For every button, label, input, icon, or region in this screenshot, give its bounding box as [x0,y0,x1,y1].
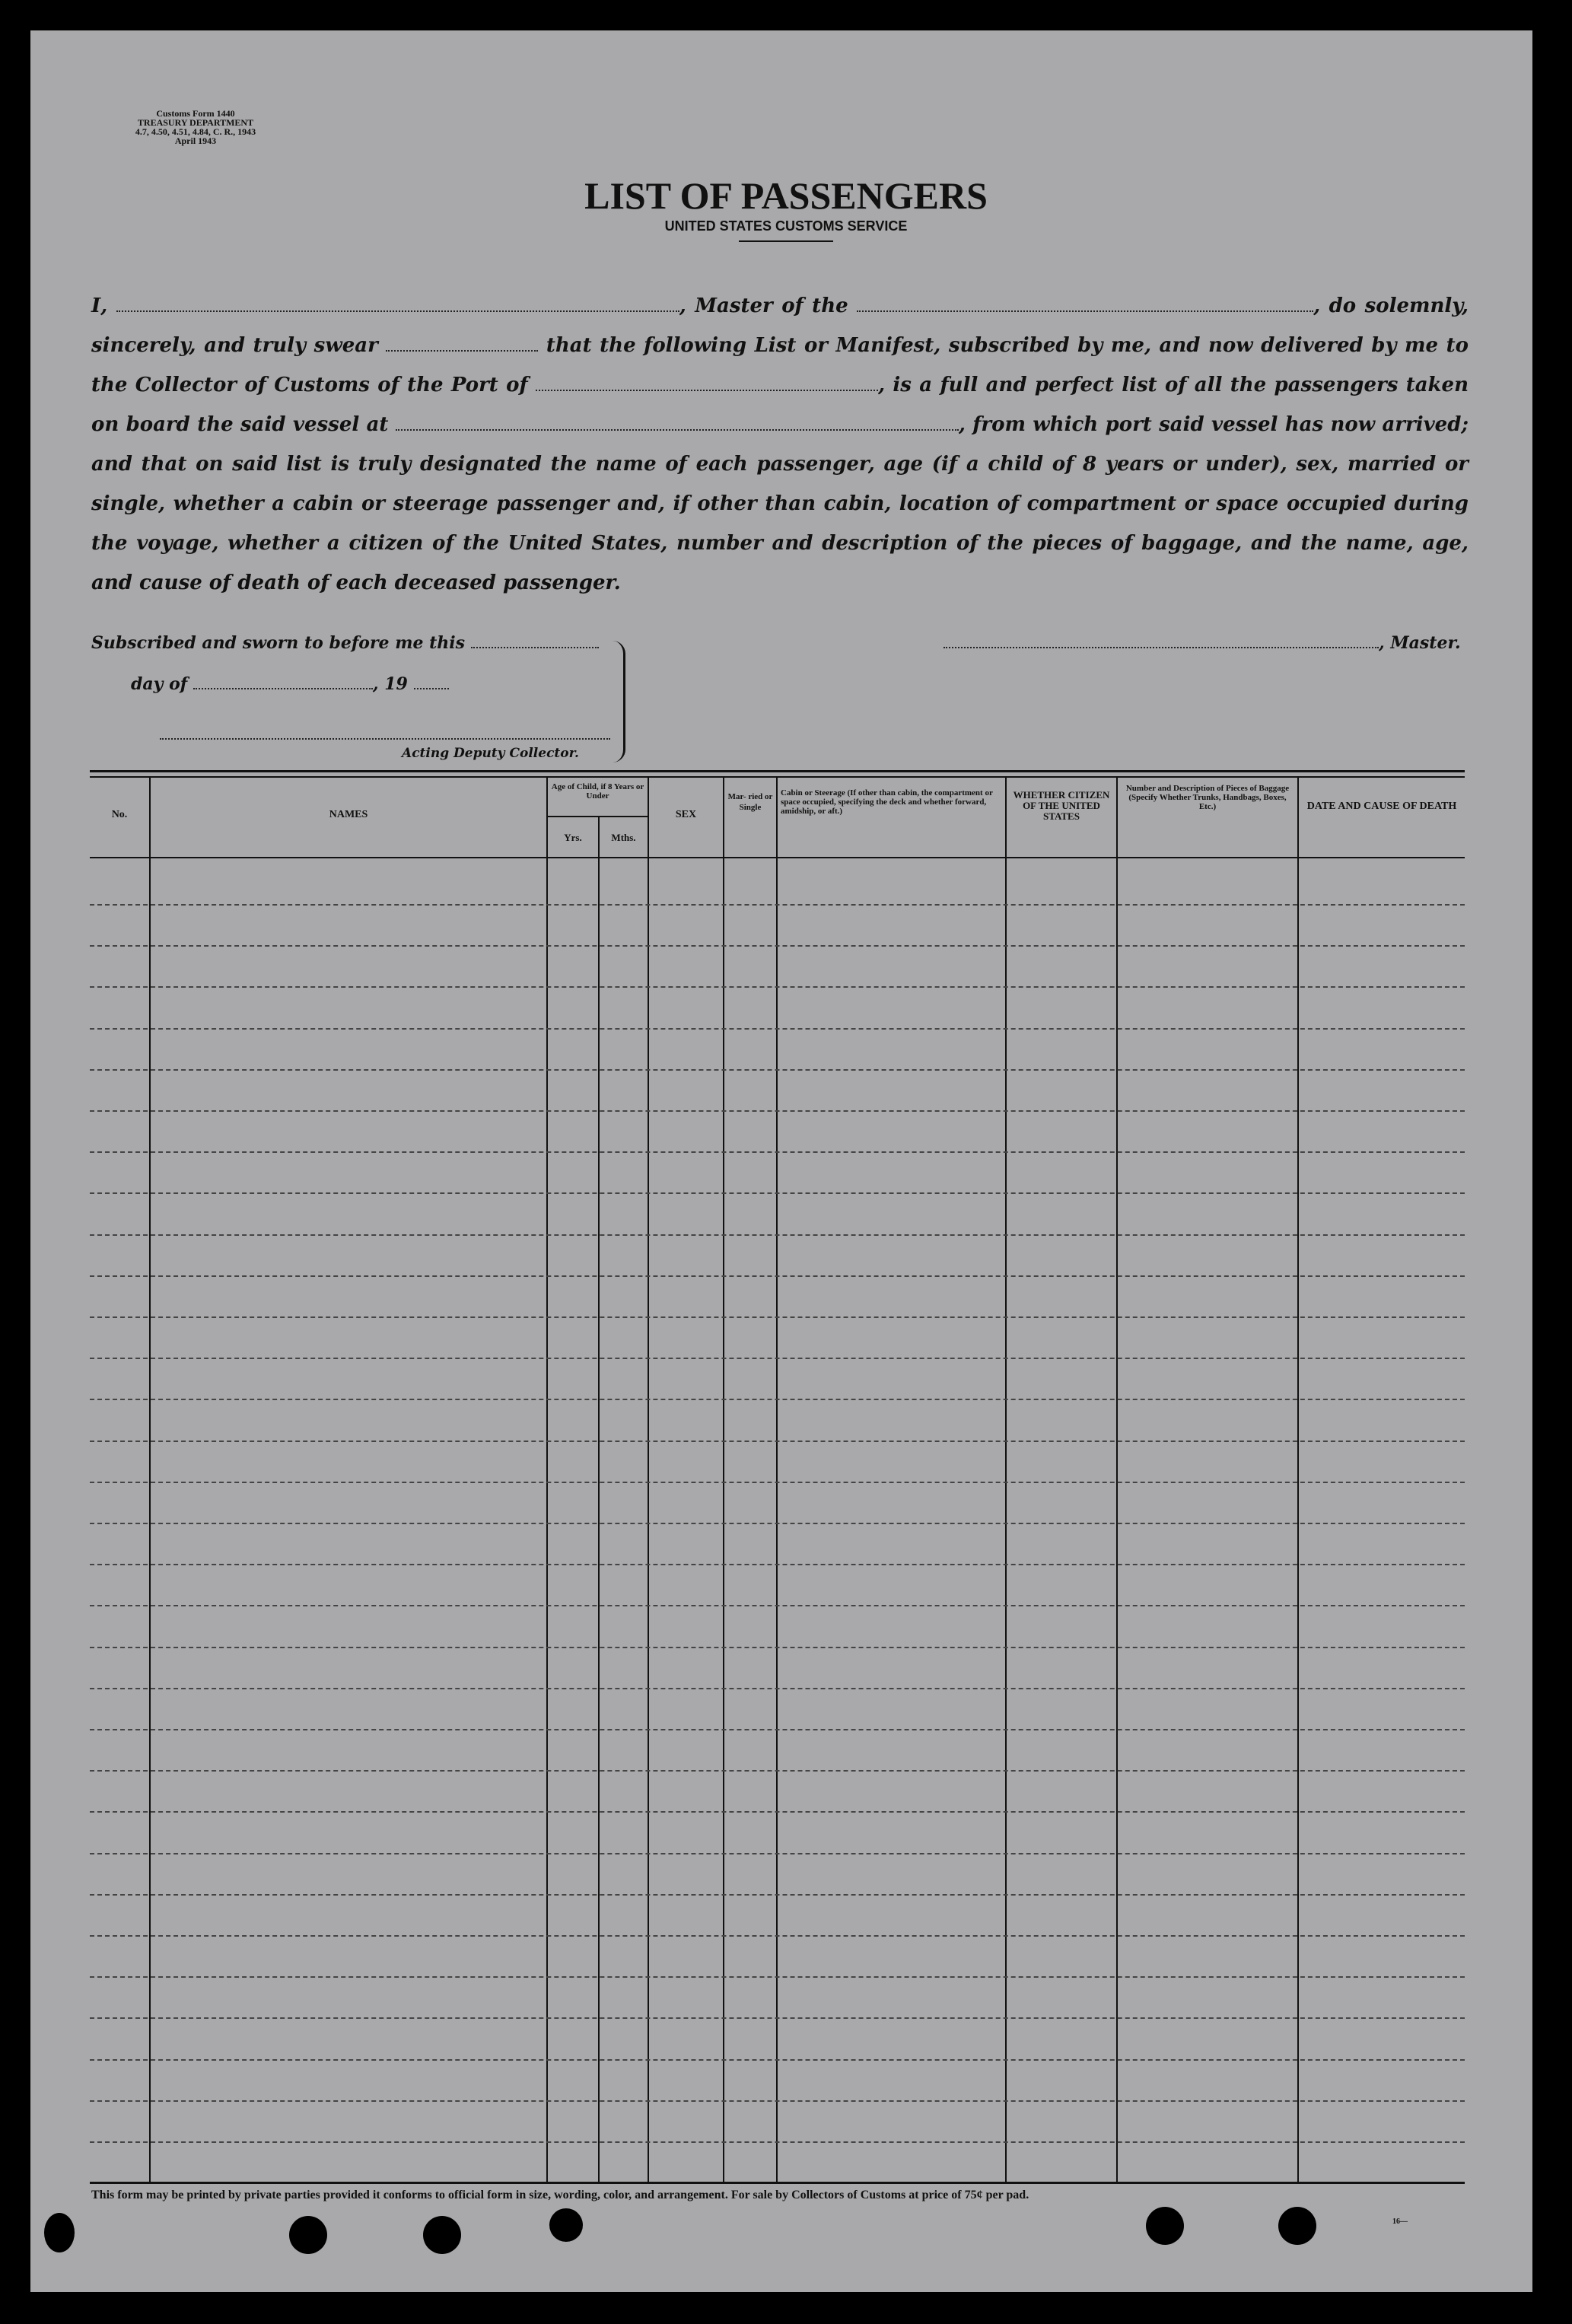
col-divider [723,778,724,2182]
col-divider [1116,778,1118,2182]
master-sign-line [944,633,1461,653]
print-number: 16— [1392,2217,1408,2226]
table-row[interactable] [90,2017,1465,2019]
oath-part: that the following List or Manifest, subscribed by me, and now delivered by me [546,334,1439,357]
table-row[interactable] [90,1275,1465,1277]
header-death: DATE AND CAUSE OF DEATH [1306,801,1457,812]
year-field[interactable] [414,676,449,689]
table-row[interactable] [90,1894,1465,1896]
oath-part: I, [91,294,108,317]
departure-port-field[interactable] [396,414,959,431]
header-bottom-rule [90,857,1465,858]
table-row[interactable] [90,1151,1465,1153]
oath-part: arrived; and that on said list is truly designated the name of each passenger, age (if a child of 8 years or under), sex, married or single, whether a cabin or steerage passenger and, if other than cabin, location of compartment or space occupied during the voyage, whether a citizen of the United States, number and description of the pieces of baggage, and the name, age, and cause of death of each deceased passenger. [91,413,1469,594]
subscribed-line [91,633,599,653]
table-row[interactable] [90,1482,1465,1483]
master-signature-field[interactable] [944,635,1379,648]
oath-part: , Master of the [679,294,848,317]
table-row[interactable] [90,1935,1465,1937]
table-row[interactable] [90,945,1465,947]
oath-part: to the Collector of Customs of the Port of [91,334,1469,396]
age-subheader-rule [546,816,649,817]
port-field[interactable] [536,374,878,391]
table-row[interactable] [90,1069,1465,1071]
subscribed-label: Subscribed and sworn to before me this [91,633,466,653]
oath-part: , from which port said vessel has now [958,413,1376,436]
footer-note: This form may be printed by private parties provided it conforms to official form in size, wording, color, and arrangement. For sale by Collectors of Customs at price of 75¢ per pad. [91,2189,1029,2201]
table-row[interactable] [90,2141,1465,2143]
page-title: LIST OF PASSENGERS [584,174,988,217]
passenger-table [90,770,1465,2182]
oath-part: , do solemnly, [1313,294,1469,317]
table-row[interactable] [90,1770,1465,1772]
table-row[interactable] [90,1399,1465,1400]
header-baggage: Number and Description of Pieces of Baggage (Specify Whether Trunks, Handbags, Boxes, Etc.) [1125,784,1290,811]
table-row[interactable] [90,1976,1465,1978]
table-row[interactable] [90,1688,1465,1689]
collector-sign-line [160,724,610,744]
vessel-name-field[interactable] [857,295,1313,312]
brace [613,641,625,762]
table-row[interactable] [90,2059,1465,2061]
title-rule [739,240,833,242]
form-header [93,109,298,145]
table-bottom-rule [90,2182,1465,2184]
master-name-field[interactable] [116,295,679,312]
day-of-line [131,674,449,694]
table-row[interactable] [90,1028,1465,1030]
oath-part: taken on board the said vessel at [91,374,1469,436]
punch-hole [549,2208,583,2242]
header-years: Yrs. [564,832,582,843]
col-divider [776,778,778,2182]
header-sex: SEX [675,809,697,820]
table-row[interactable] [90,1316,1465,1318]
oath-part: , is a full and perfect list of all the passengers [878,374,1399,396]
subscribed-day-field[interactable] [471,635,599,648]
col-divider [1297,778,1299,2182]
table-row[interactable] [90,986,1465,988]
date-line: April 1943 [174,135,217,146]
table-row[interactable] [90,1234,1465,1236]
table-row[interactable] [90,1729,1465,1730]
header-months: Mths. [611,832,636,843]
header-no: No. [111,809,128,820]
table-top-rule [90,770,1465,772]
table-row[interactable] [90,2100,1465,2102]
table-row[interactable] [90,1441,1465,1442]
regulation-line: 4.7, 4.50, 4.51, 4.84, C. R., 1943 [135,126,256,137]
table-row[interactable] [90,1523,1465,1524]
header-cabin-steerage: Cabin or Steerage (If other than cabin, the compartment or space occupied, specifying the deck and whether forward, amidship, or aft.) [781,788,993,816]
table-row[interactable] [90,1605,1465,1606]
department-line: TREASURY DEPARTMENT [137,117,254,128]
punch-hole [44,2213,75,2252]
col-divider [1005,778,1007,2182]
day-of-label: day of [131,674,188,694]
table-row[interactable] [90,1811,1465,1813]
header-married: Mar- ried or Single [727,792,773,812]
table-row[interactable] [90,904,1465,906]
col-divider [546,778,548,2182]
swear-field[interactable] [386,335,538,352]
acting-collector-label: Acting Deputy Collector. [402,746,579,761]
table-row[interactable] [90,1192,1465,1194]
oath-part: sincerely, and truly swear [91,334,378,357]
table-row[interactable] [90,1110,1465,1112]
punch-hole [1146,2207,1184,2245]
master-label: , Master. [1379,633,1461,653]
header-age-of-child: Age of Child, if 8 Years or Under [551,782,644,801]
header-names: NAMES [329,809,368,820]
year-label: , 19 [372,674,408,694]
table-row[interactable] [90,1853,1465,1854]
col-divider [648,778,649,2182]
table-row[interactable] [90,1358,1465,1359]
month-field[interactable] [193,676,373,689]
punch-hole [423,2216,461,2254]
header-citizen: WHETHER CITIZEN OF THE UNITED STATES [1013,789,1110,822]
punch-hole [1278,2207,1316,2245]
oath-text [91,286,1469,603]
table-row[interactable] [90,1564,1465,1565]
punch-hole [289,2216,327,2254]
page-subtitle: UNITED STATES CUSTOMS SERVICE [664,218,908,234]
col-divider [149,778,151,2182]
form-number-line: Customs Form 1440 [156,108,235,119]
collector-signature-field[interactable] [160,726,610,740]
table-row[interactable] [90,1647,1465,1648]
